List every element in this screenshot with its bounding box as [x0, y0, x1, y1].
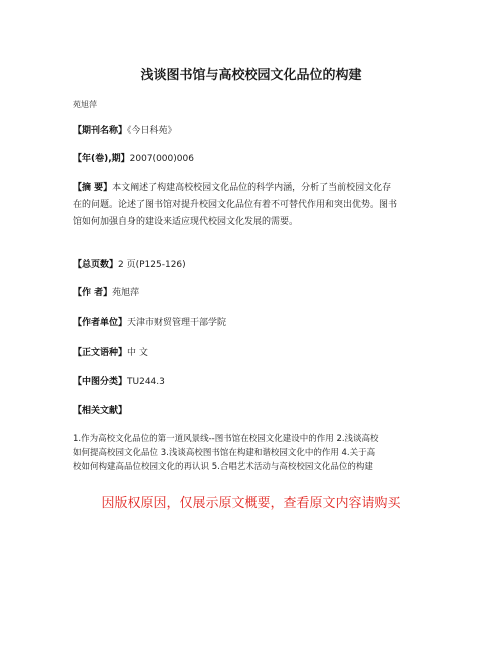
classification-value: TU244.3 [127, 377, 165, 387]
journal-value: 《今日科苑》 [127, 126, 177, 136]
journal-label: 【期刊名称】 [73, 126, 128, 136]
pages-field [73, 258, 433, 273]
related-label: 【相关文献】 [73, 406, 128, 416]
affiliation-field [73, 316, 433, 331]
year-value: 2007(000)006 [129, 154, 194, 164]
author-label: 【作 者】 [73, 288, 113, 298]
language-field [73, 346, 433, 361]
language-value: 中 文 [127, 348, 148, 358]
page-title: 浅谈图书馆与高校校园文化品位的构建 [140, 68, 362, 83]
abstract-line-3: 馆如何加强自身的建设来适应现代校园文化发展的需要。 [73, 217, 299, 227]
abstract-text-1: 本文阐述了构建高校校园文化品位的科学内涵，分析了当前校园文化存 [112, 183, 392, 193]
affiliation-value: 天津市财贸管理干部学院 [127, 318, 227, 328]
author-line: 苑旭萍 [73, 100, 97, 109]
abstract-line-1 [73, 180, 433, 197]
classification-label: 【中图分类】 [73, 377, 128, 387]
pages-label: 【总页数】 [73, 260, 119, 270]
pages-value: 2 页(P125-126) [118, 260, 186, 270]
abstract-label: 【摘 要】 [73, 183, 113, 193]
classification-field [73, 375, 433, 390]
abstract-field [73, 180, 433, 231]
year-label: 【年(卷),期】 [73, 154, 130, 164]
related-text [73, 432, 433, 474]
author-value: 苑旭萍 [112, 288, 140, 298]
year-field [73, 152, 433, 167]
author-field [73, 286, 433, 301]
related-line-3: 校如何构建高品位校园文化的再认识 5.合唱艺术活动与高校校园文化品位的构建 [73, 462, 373, 472]
affiliation-label: 【作者单位】 [73, 318, 128, 328]
related-field [73, 404, 433, 419]
related-line-2: 如何提高校园文化品位 3.浅谈高校图书馆在构建和谐校园文化中的作用 4.关于高 [73, 448, 376, 458]
copyright-notice: 因版权原因，仅展示原文概要，查看原文内容请购买 [101, 496, 401, 511]
abstract-line-2: 在的问题。论述了图书馆对提升校园文化品位有着不可替代作用和突出优势。图书 [73, 200, 398, 210]
journal-field [73, 124, 433, 139]
language-label: 【正文语种】 [73, 348, 128, 358]
related-line-1: 1.作为高校文化品位的第一道风景线--图书馆在校园文化建设中的作用 2.浅谈高校 [73, 434, 379, 444]
